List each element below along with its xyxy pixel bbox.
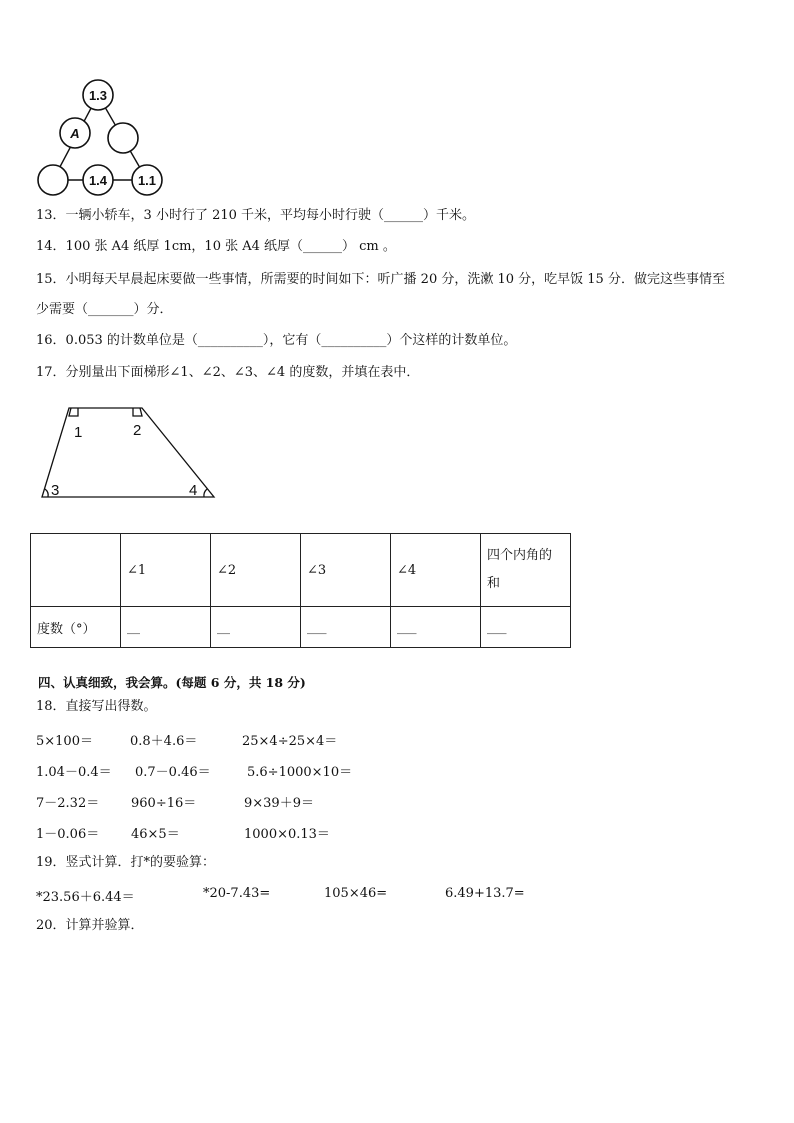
question-16: 16．0.053 的计数单位是（__________），它有（__________）个这样的计数单位。	[36, 333, 517, 348]
circle-a-label: A	[70, 126, 80, 141]
calc-item: 0.7－0.46＝	[135, 765, 211, 780]
angle-table-degree-row	[31, 607, 571, 648]
calc-item: 960÷16＝	[131, 796, 197, 811]
calc-item: 1－0.06＝	[36, 827, 100, 842]
angle-table-header-row	[31, 534, 571, 607]
calc-item: 9×39＋9＝	[244, 796, 314, 811]
angle-table-header-cell: ∠3	[301, 534, 391, 607]
trapezoid-label-2: 2	[133, 422, 142, 439]
angle-table-header-cell: ∠2	[211, 534, 301, 607]
calc-item: 5×100＝	[36, 734, 93, 749]
circle-right-mid	[108, 123, 138, 153]
question-15-line1: 15．小明每天早晨起床要做一些事情，所需要的时间如下：听广播 20 分，洗漱 10 分，吃早饭 15 分．做完这些事情至	[36, 272, 725, 287]
circle-top-label: 1.3	[88, 88, 108, 103]
calc-item: 0.8＋4.6＝	[130, 734, 198, 749]
angle-table-header-cell: 四个内角的和	[481, 534, 571, 607]
calc-item: 25×4÷25×4＝	[242, 734, 338, 749]
angle-table-header-cell: ∠4	[391, 534, 481, 607]
circle-bottom-left	[38, 165, 68, 195]
question-19: 19．竖式计算．打*的要验算：	[36, 855, 216, 870]
angle-table-row-label: 度数（°）	[31, 607, 121, 648]
angle-table	[30, 533, 571, 648]
vertical-calc-item: 6.49+13.7=	[445, 886, 525, 901]
question-13: 13．一辆小轿车，3 小时行了 210 千米，平均每小时行驶（______）千米。	[36, 208, 476, 223]
question-15-line2: 少需要（_______）分．	[36, 302, 173, 317]
calc-item: 46×5＝	[131, 827, 180, 842]
section-4-title: 四、认真细致，我会算。(每题 6 分，共 18 分)	[38, 675, 306, 690]
angle-table-header-cell: ∠1	[121, 534, 211, 607]
circle-bottom-mid-label: 1.4	[88, 173, 108, 188]
question-17: 17．分别量出下面梯形∠1、∠2、∠3、∠4 的度数，并填在表中．	[36, 365, 420, 380]
triangle-figure	[34, 78, 164, 198]
angle-table-blank[interactable]: ___	[391, 607, 481, 648]
vertical-calc-item: 105×46=	[324, 886, 388, 901]
calc-item: 7－2.32＝	[36, 796, 100, 811]
angle-table-blank[interactable]: __	[211, 607, 301, 648]
vertical-calc-item: *23.56＋6.44＝	[36, 890, 135, 905]
trapezoid-figure	[36, 402, 222, 504]
question-18: 18．直接写出得数。	[36, 699, 157, 714]
calc-item: 5.6÷1000×10＝	[247, 765, 353, 780]
angle-table-blank[interactable]: ___	[481, 607, 571, 648]
question-20: 20．计算并验算．	[36, 918, 144, 933]
question-14: 14．100 张 A4 纸厚 1cm，10 张 A4 纸厚（______） cm 。	[36, 239, 396, 254]
circle-bottom-right-label: 1.1	[137, 173, 157, 188]
angle-table-blank[interactable]: ___	[301, 607, 391, 648]
trapezoid-label-4: 4	[189, 482, 198, 499]
angle-table-blank[interactable]: __	[121, 607, 211, 648]
trapezoid-label-3: 3	[51, 482, 60, 499]
angle-table-header-cell	[31, 534, 121, 607]
calc-item: 1.04－0.4＝	[36, 765, 112, 780]
vertical-calc-item: *20-7.43=	[203, 886, 271, 901]
trapezoid-label-1: 1	[74, 424, 83, 441]
calc-item: 1000×0.13＝	[244, 827, 330, 842]
